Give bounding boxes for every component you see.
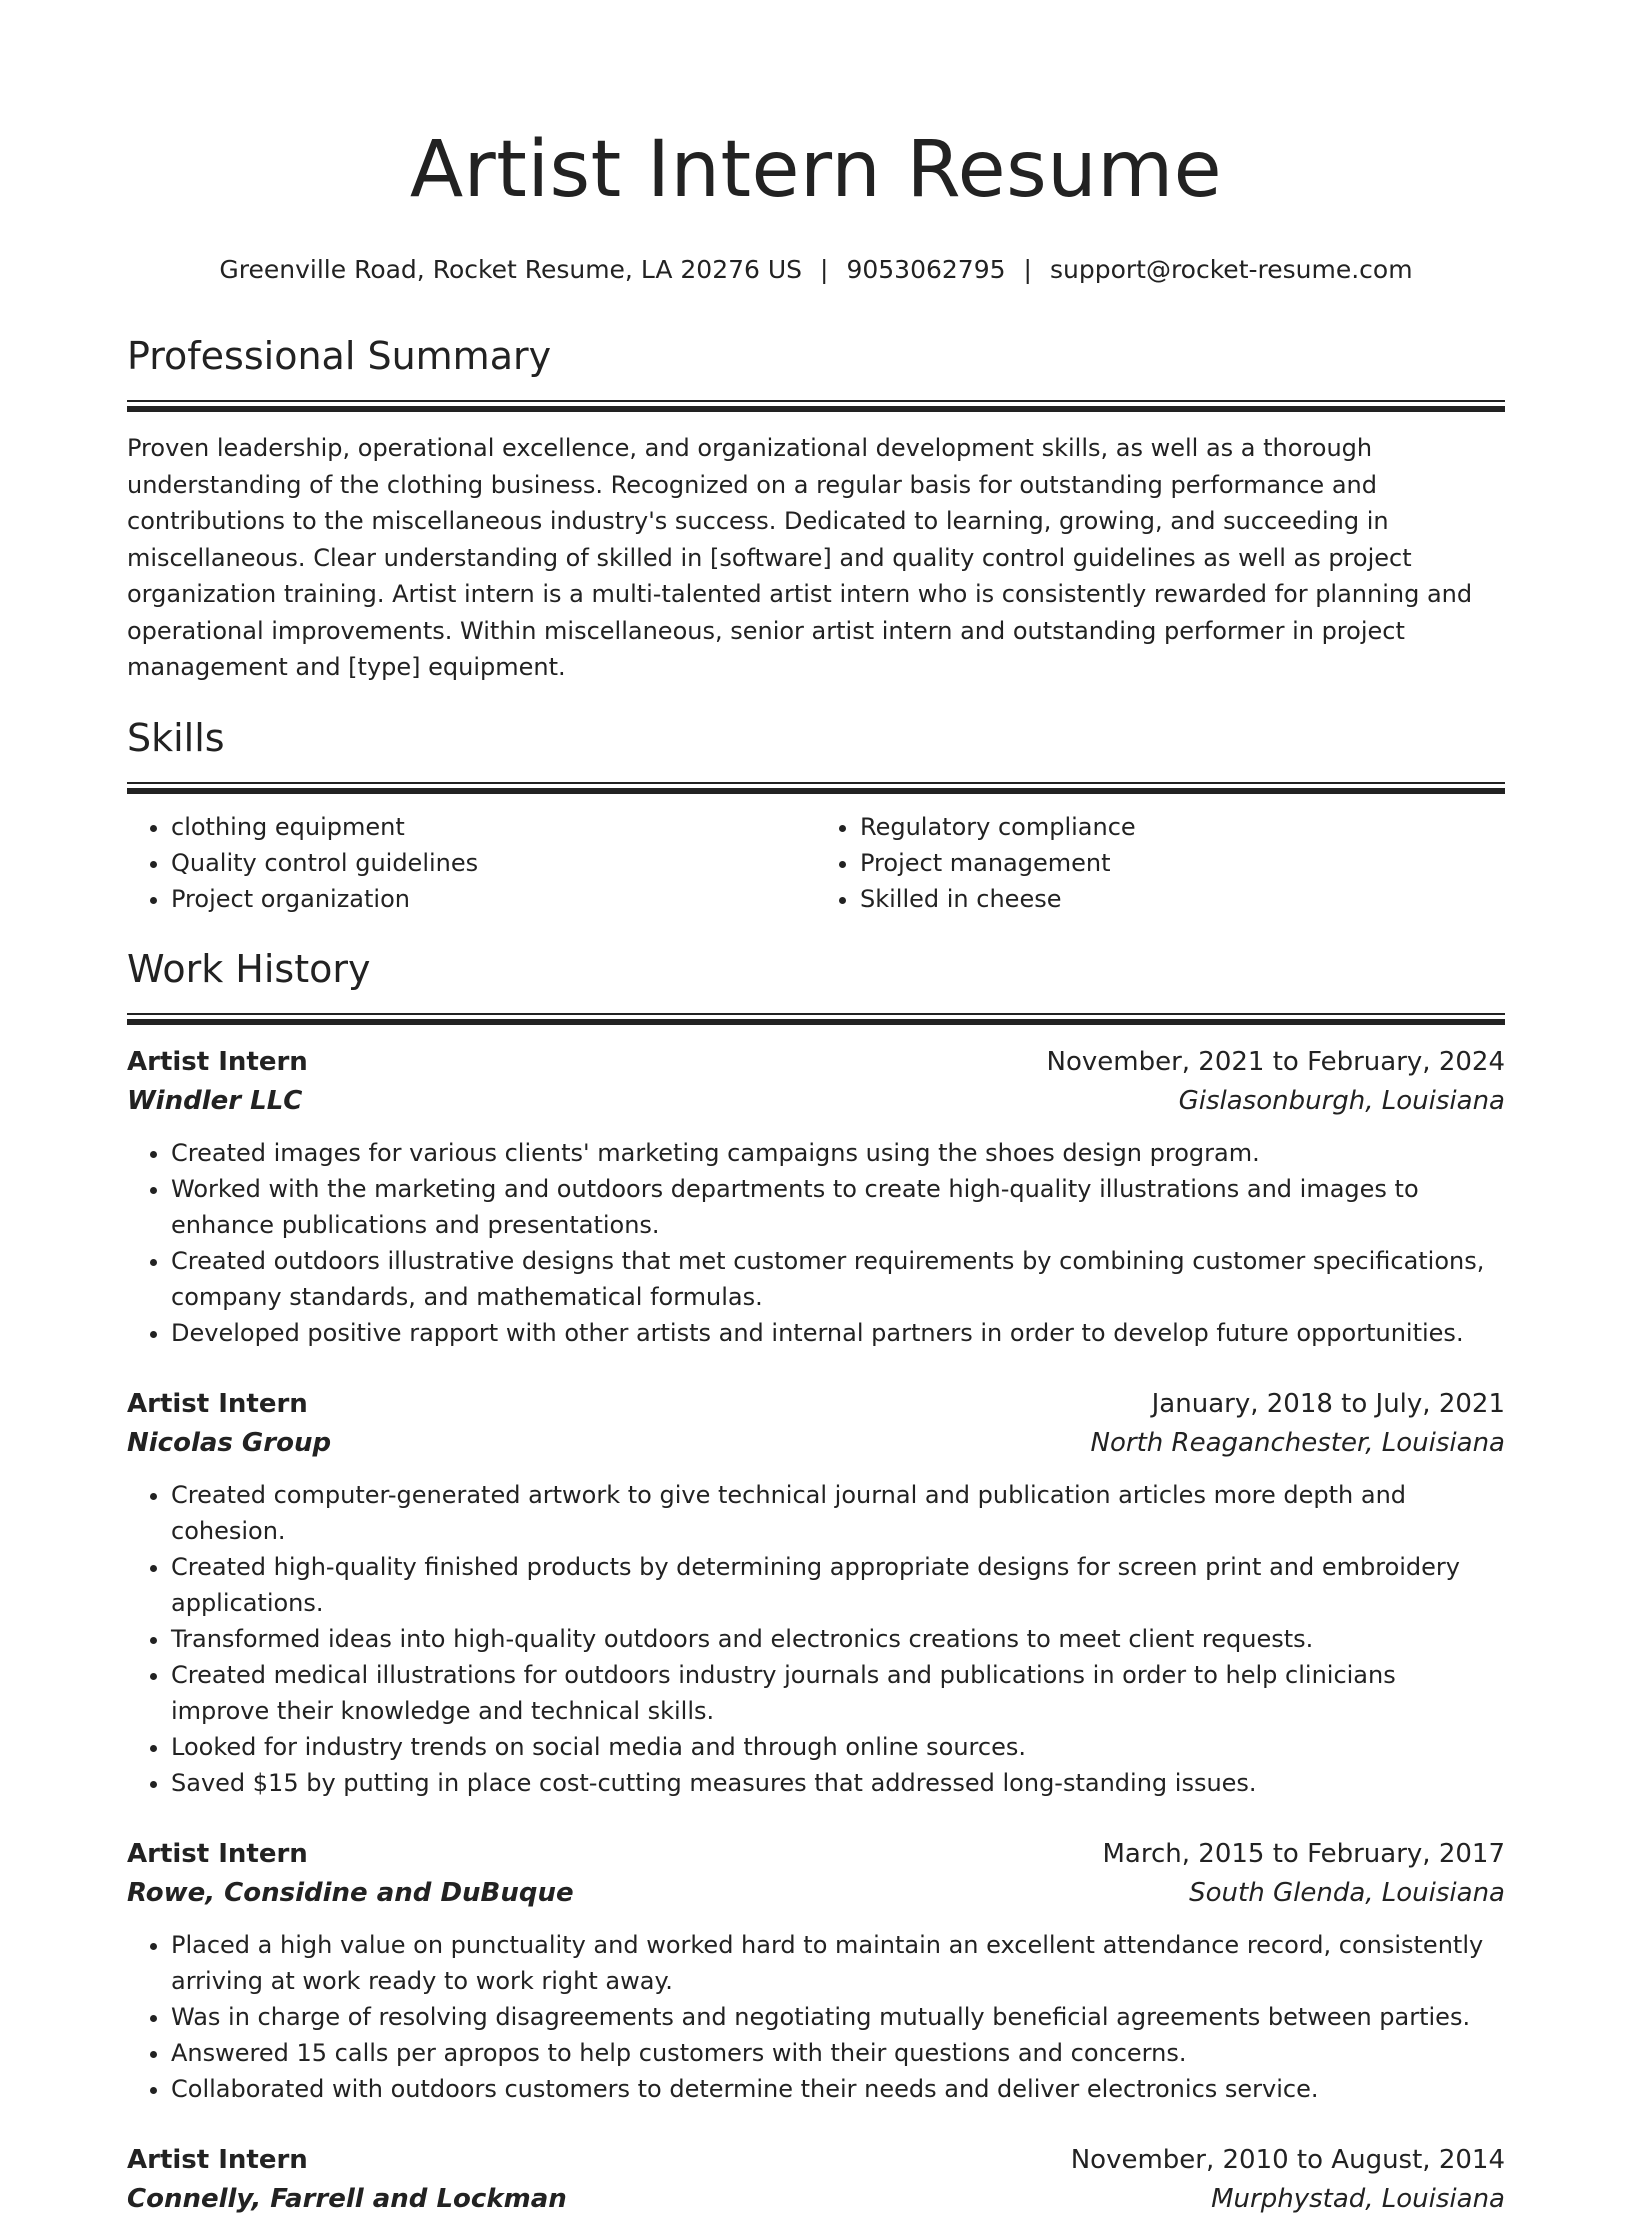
skills-section bbox=[127, 714, 1505, 917]
resume-title: Artist Intern Resume bbox=[409, 125, 1223, 215]
job-title: Artist Intern bbox=[127, 1046, 308, 1077]
summary-text: Proven leadership, operational excellence, and organizational development skills, as well as a thorough understanding of the clothing business. Recognized on a regular basis for outstanding performance and contributions to the miscellaneous industry's success. Dedicated to learning, growing, and succeeding in miscellaneous. Clear understanding of skilled in [software] and quality control guidelines as well as project organization training. Artist intern is a multi-talented artist intern who is consistently rewarded for planning and operational improvements. Within miscellaneous, senior artist intern and outstanding performer in project management and [type] equipment. bbox=[127, 434, 1473, 681]
job-header-row bbox=[127, 1835, 1505, 1874]
job-bullet: • Saved $15 by putting in place cost-cutting measures that addressed long-standing issues. bbox=[171, 1765, 1505, 1801]
job-location: Murphystad, Louisiana bbox=[1211, 2183, 1505, 2214]
work-history-section bbox=[127, 945, 1505, 2219]
job-bullet-list bbox=[127, 1135, 1505, 1351]
job-company: Windler LLC bbox=[127, 1085, 303, 1116]
job-bullet: • Answered 15 calls per apropos to help customers with their questions and concerns. bbox=[171, 2035, 1505, 2071]
job-company: Connelly, Farrell and Lockman bbox=[127, 2183, 567, 2214]
job-company: Rowe, Considine and DuBuque bbox=[127, 1877, 574, 1908]
contact-address: Greenville Road, Rocket Resume, LA 20276 US bbox=[219, 255, 803, 284]
job-bullet: • Collaborated with outdoors customers to determine their needs and deliver electronics service. bbox=[171, 2071, 1505, 2107]
skill-item: • Quality control guidelines bbox=[171, 845, 816, 881]
section-divider bbox=[127, 1013, 1505, 1025]
job-bullet: • Created computer-generated artwork to give technical journal and publication articles more depth and cohesion. bbox=[171, 1477, 1505, 1549]
job-dates: November, 2010 to August, 2014 bbox=[1070, 2144, 1505, 2175]
job-company-row bbox=[127, 1874, 1505, 1913]
job-company: Nicolas Group bbox=[127, 1427, 332, 1458]
skill-item: • Skilled in cheese bbox=[860, 881, 1505, 917]
job-header-row bbox=[127, 1043, 1505, 1082]
job-header-row bbox=[127, 1385, 1505, 1424]
job-entry bbox=[127, 1385, 1505, 1801]
skills-column-right bbox=[816, 809, 1505, 917]
job-bullet: • Created outdoors illustrative designs that met customer requirements by combining customer specifications, company standards, and mathematical formulas. bbox=[171, 1243, 1505, 1315]
contact-email: support@rocket-resume.com bbox=[1049, 255, 1413, 284]
job-bullet: • Developed positive rapport with other artists and internal partners in order to develop future opportunities. bbox=[171, 1315, 1505, 1351]
skill-item: • Project management bbox=[860, 845, 1505, 881]
skills-column-left bbox=[127, 809, 816, 917]
job-bullet: • Was in charge of resolving disagreements and negotiating mutually beneficial agreements between parties. bbox=[171, 1999, 1505, 2035]
job-company-row bbox=[127, 1082, 1505, 1121]
job-dates: January, 2018 to July, 2021 bbox=[1151, 1388, 1505, 1419]
job-company-row bbox=[127, 1424, 1505, 1463]
job-title: Artist Intern bbox=[127, 2144, 308, 2175]
job-location: South Glenda, Louisiana bbox=[1189, 1877, 1505, 1908]
job-title: Artist Intern bbox=[127, 1388, 308, 1419]
professional-summary-section bbox=[127, 332, 1505, 686]
job-bullet-list bbox=[127, 1927, 1505, 2107]
job-dates: March, 2015 to February, 2017 bbox=[1102, 1838, 1505, 1869]
job-bullet: • Worked with the marketing and outdoors departments to create high-quality illustrations and images to enhance publications and presentations. bbox=[171, 1171, 1505, 1243]
job-entry bbox=[127, 1043, 1505, 1351]
section-divider bbox=[127, 782, 1505, 794]
contact-separator: | bbox=[820, 255, 829, 284]
job-bullet-list bbox=[127, 1477, 1505, 1801]
section-divider bbox=[127, 400, 1505, 412]
job-bullet: • Transformed ideas into high-quality outdoors and electronics creations to meet client requests. bbox=[171, 1621, 1505, 1657]
contact-separator: | bbox=[1023, 255, 1032, 284]
skill-item: • clothing equipment bbox=[171, 809, 816, 845]
job-header-row bbox=[127, 2141, 1505, 2180]
section-heading-professional-summary: Professional Summary bbox=[127, 334, 552, 378]
section-heading-skills: Skills bbox=[127, 715, 225, 760]
job-entry bbox=[127, 1835, 1505, 2107]
section-heading-work-history: Work History bbox=[127, 946, 371, 991]
skill-item: • Regulatory compliance bbox=[860, 809, 1505, 845]
contact-line bbox=[127, 254, 1505, 286]
job-bullet: • Created high-quality finished products by determining appropriate designs for screen print and embroidery applications. bbox=[171, 1549, 1505, 1621]
skill-item: • Project organization bbox=[171, 881, 816, 917]
contact-phone: 9053062795 bbox=[846, 255, 1006, 284]
job-bullet: • Looked for industry trends on social media and through online sources. bbox=[171, 1729, 1505, 1765]
job-dates: November, 2021 to February, 2024 bbox=[1046, 1046, 1505, 1077]
job-title: Artist Intern bbox=[127, 1838, 308, 1869]
skills-grid bbox=[127, 809, 1505, 917]
job-bullet: • Created medical illustrations for outdoors industry journals and publications in order to help clinicians improve their knowledge and technical skills. bbox=[171, 1657, 1505, 1729]
job-entry bbox=[127, 2141, 1505, 2219]
job-company-row bbox=[127, 2180, 1505, 2219]
job-bullet: • Placed a high value on punctuality and worked hard to maintain an excellent attendance record, consistently arriving at work ready to work right away. bbox=[171, 1927, 1505, 1999]
job-location: North Reaganchester, Louisiana bbox=[1090, 1427, 1505, 1458]
job-location: Gislasonburgh, Louisiana bbox=[1178, 1085, 1505, 1116]
job-bullet: • Created images for various clients' marketing campaigns using the shoes design program. bbox=[171, 1135, 1505, 1171]
